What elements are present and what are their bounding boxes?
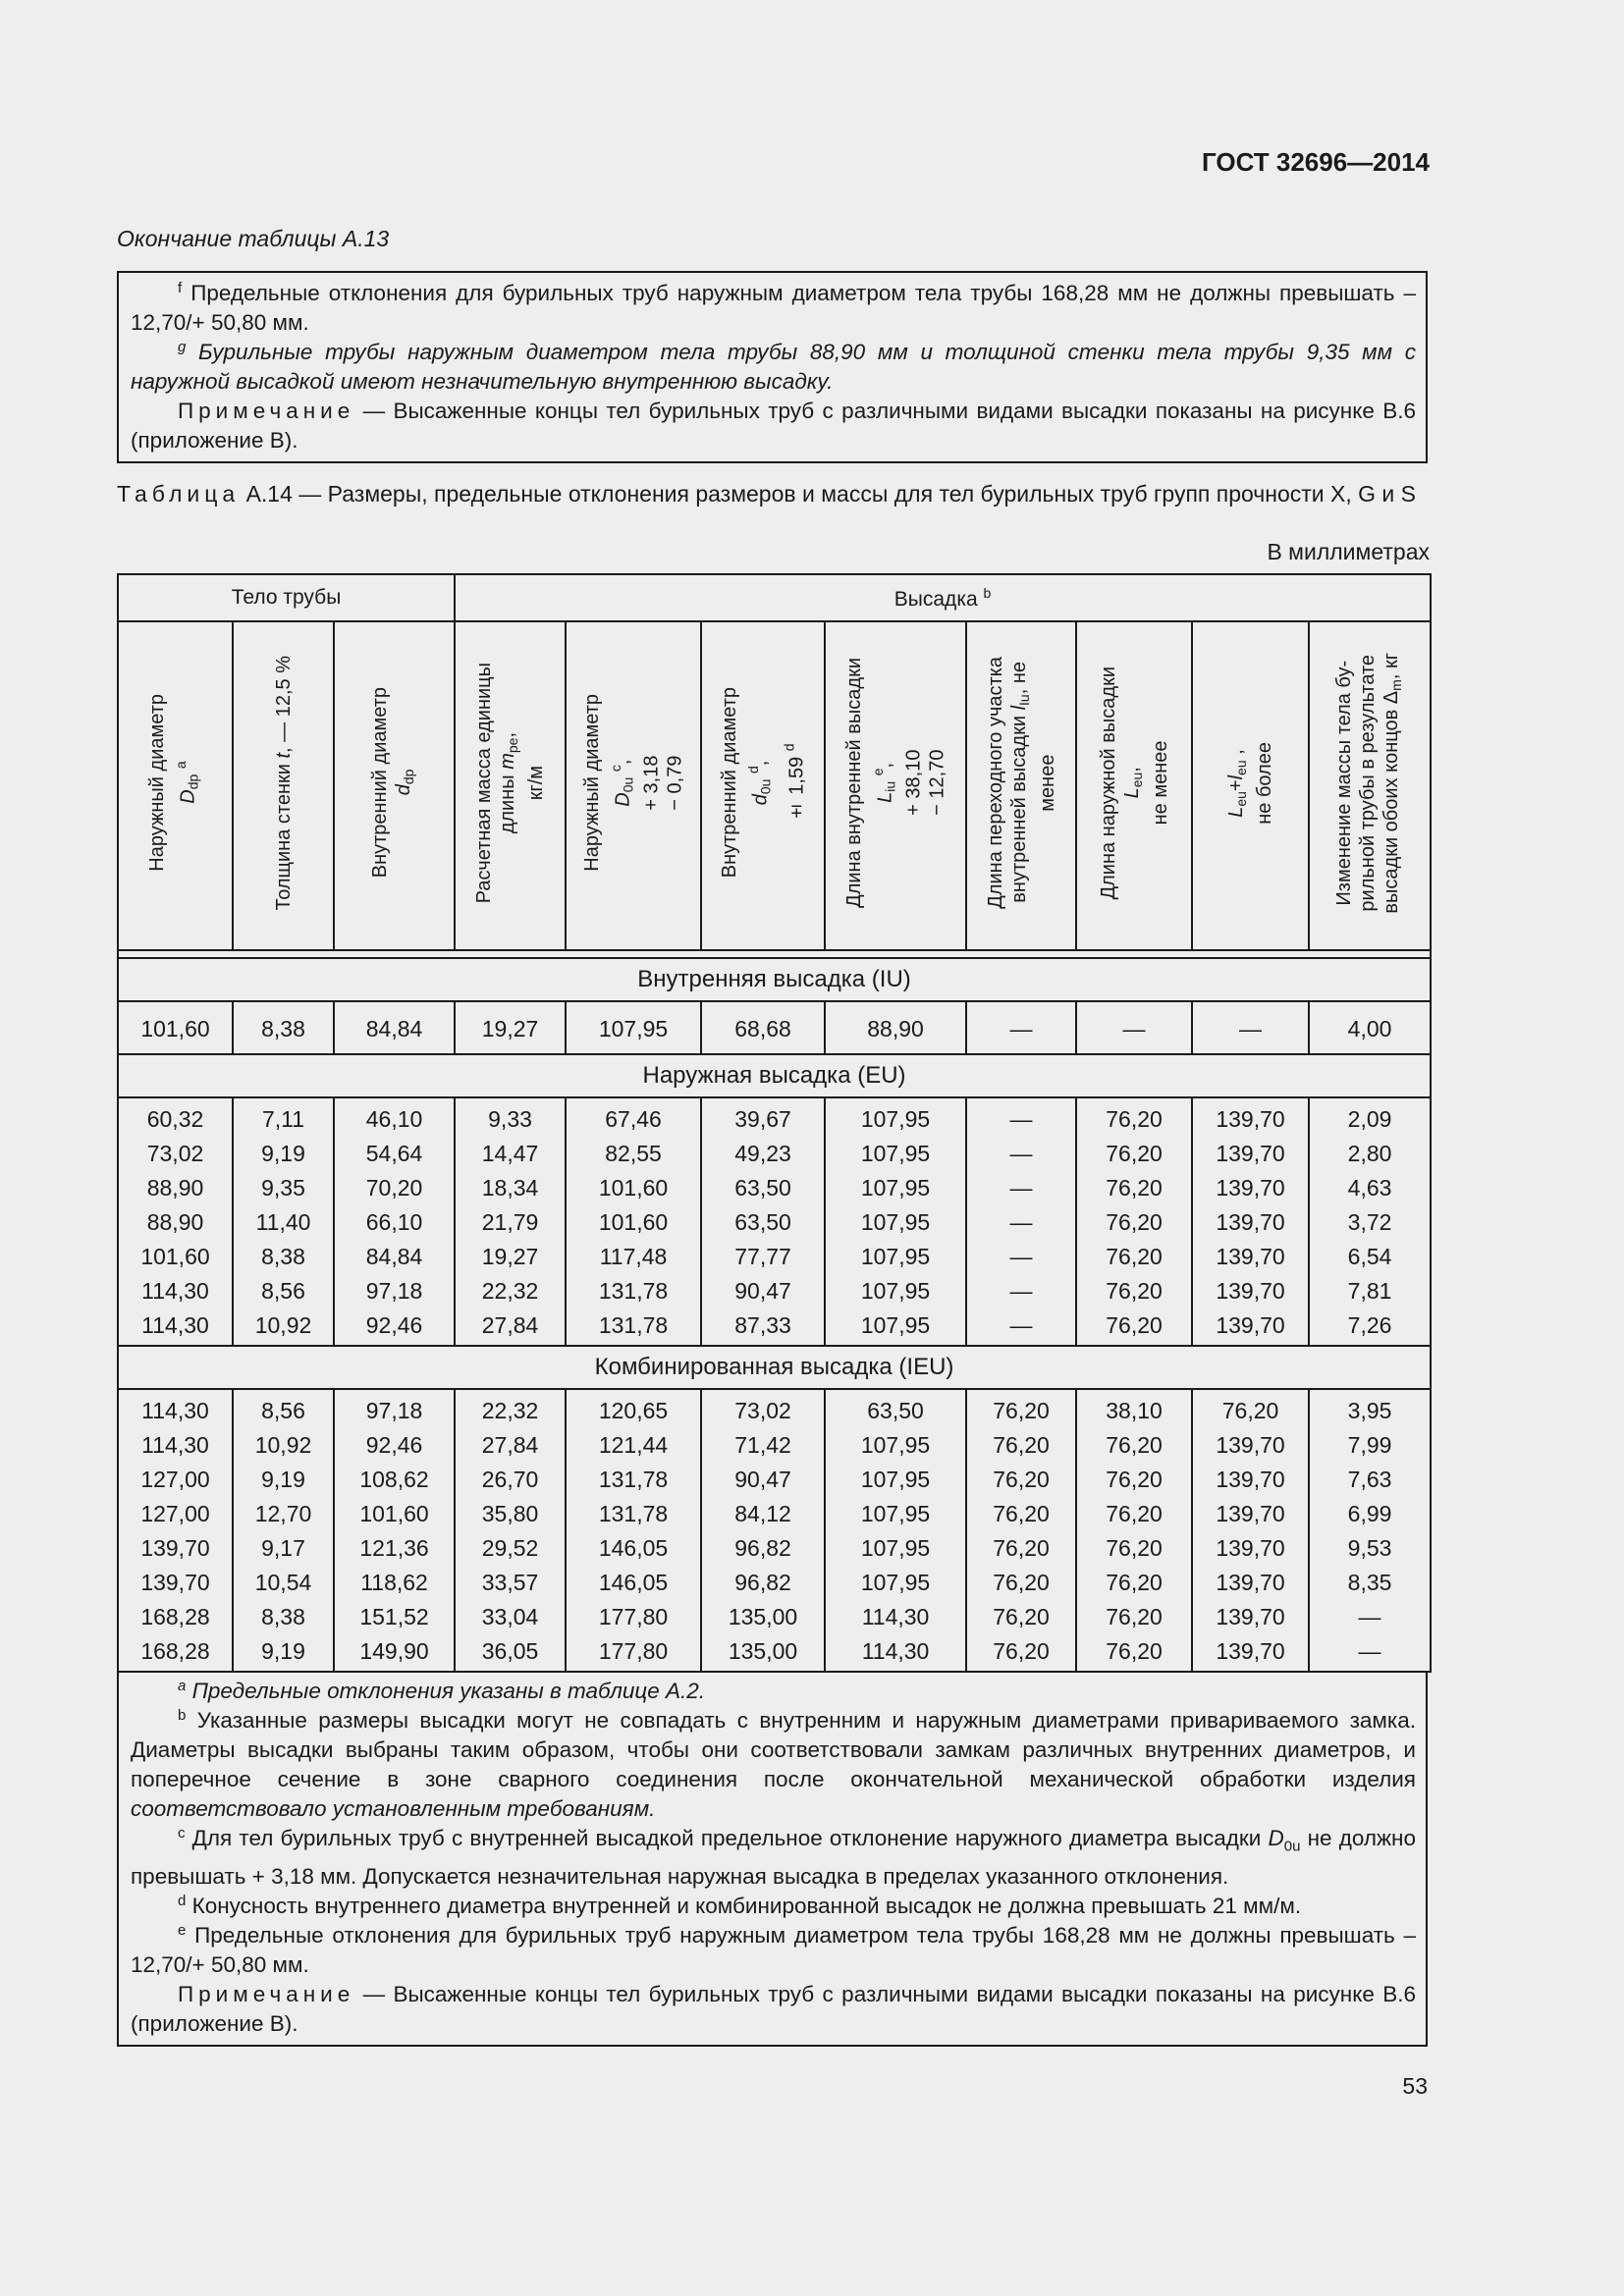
table-cell: 26,70 — [455, 1463, 566, 1497]
table-cell: 68,68 — [701, 1001, 825, 1054]
table-row — [118, 1240, 1431, 1274]
table-cell: 39,67 — [701, 1097, 825, 1137]
table-cell: 107,95 — [825, 1428, 966, 1463]
table-cell: 2,09 — [1309, 1097, 1431, 1137]
group-header-upset: Высадка $^b$ — [455, 574, 1431, 621]
table-cell: 76,20 — [1076, 1634, 1192, 1672]
table-cell: 107,95 — [825, 1097, 966, 1137]
table-cell: 76,20 — [1192, 1389, 1309, 1428]
table-cell: 3,72 — [1309, 1205, 1431, 1240]
table-cell: 76,20 — [1076, 1205, 1192, 1240]
table-cell: 146,05 — [566, 1566, 701, 1600]
col-header-inner-diameter: Внутренний диаметр $d_{dp}$ — [334, 621, 455, 950]
table-cell: 139,70 — [1192, 1171, 1309, 1205]
continuation-caption: Окончание таблицы А.13 — [117, 226, 390, 251]
page-number: 53 — [1402, 2073, 1428, 2099]
section-title: Наружная высадка (EU) — [118, 1054, 1431, 1097]
table-cell: 84,12 — [701, 1497, 825, 1531]
table-cell: 107,95 — [825, 1463, 966, 1497]
table-cell: 11,40 — [233, 1205, 334, 1240]
table-row — [118, 1389, 1431, 1428]
table-cell: 76,20 — [966, 1566, 1076, 1600]
table-cell: 10,54 — [233, 1566, 334, 1600]
footnote-d: $^d$ Конусность внутреннего диаметра внутренней и комбинированной высадок не должна превышать 21 мм/м. — [178, 1892, 1302, 1918]
table-cell: 76,20 — [1076, 1240, 1192, 1274]
table-row — [118, 1600, 1431, 1634]
footnotes-box — [117, 1671, 1428, 2047]
table-cell: 27,84 — [455, 1428, 566, 1463]
footnote-e: $^e$ Предельные отклонения для бурильных труб наружным диаметром тела трубы 168,28 мм не должны превышать – 12,70/+ 50,80 мм. — [131, 1921, 1416, 1977]
table-cell: 107,95 — [825, 1171, 966, 1205]
col-header-wall-thickness: Толщина стенки t, — 12,5 % — [233, 621, 334, 950]
table-cell: 101,60 — [118, 1001, 233, 1054]
table-cell: 63,50 — [825, 1389, 966, 1428]
table-cell: 139,70 — [1192, 1137, 1309, 1171]
table-cell: 101,60 — [334, 1497, 455, 1531]
table-cell: — — [966, 1097, 1076, 1137]
table-cell: 9,19 — [233, 1137, 334, 1171]
table-cell: — — [966, 1137, 1076, 1171]
footnote-g: $^g$ Бурильные трубы наружным диаметром тела трубы 88,90 мм и толщиной стенки тела трубы 9,35 мм с наружной высадкой имеют незначительную внутреннюю высадку. — [131, 339, 1416, 394]
table-cell: — — [966, 1001, 1076, 1054]
dimensions-table — [117, 573, 1432, 1673]
table-row — [118, 1274, 1431, 1308]
table-cell: 139,70 — [118, 1566, 233, 1600]
table-row — [118, 1634, 1431, 1672]
continuation-notes-box — [117, 271, 1428, 463]
table-cell: 2,80 — [1309, 1137, 1431, 1171]
table-cell: 139,70 — [1192, 1240, 1309, 1274]
table-cell: 88,90 — [118, 1171, 233, 1205]
table-cell: 8,38 — [233, 1600, 334, 1634]
section-title: Внутренняя высадка (IU) — [118, 958, 1431, 1001]
note-label: Примечание — [178, 399, 355, 423]
table-cell: 73,02 — [118, 1137, 233, 1171]
table-row — [118, 1097, 1431, 1137]
table-cell: 8,35 — [1309, 1566, 1431, 1600]
table-cell: 118,62 — [334, 1566, 455, 1600]
table-cell: — — [1076, 1001, 1192, 1054]
col-header-upset-outer-diameter: Наружный диаметр $D_{0u}$ $^c$, + 3,18 − 0,79 — [566, 621, 701, 950]
table-cell: — — [966, 1240, 1076, 1274]
table-cell: 76,20 — [1076, 1428, 1192, 1463]
footnote-a: $^a$ Предельные отклонения указаны в таблице А.2. — [178, 1678, 706, 1703]
table-cell: 177,80 — [566, 1600, 701, 1634]
table-cell: 84,84 — [334, 1240, 455, 1274]
table-cell: 131,78 — [566, 1308, 701, 1346]
table-cell: — — [1309, 1600, 1431, 1634]
footnote-f: $^f$ Предельные отклонения для бурильных труб наружным диаметром тела трубы 168,28 мм не должны превышать – 12,70/+ 50,80 мм. — [131, 280, 1416, 335]
table-cell: 22,32 — [455, 1274, 566, 1308]
table-cell: 63,50 — [701, 1171, 825, 1205]
table-cell: 107,95 — [825, 1274, 966, 1308]
table-cell: 67,46 — [566, 1097, 701, 1137]
table-cell: 139,70 — [1192, 1428, 1309, 1463]
table-cell: 107,95 — [825, 1137, 966, 1171]
table-cell: 114,30 — [118, 1428, 233, 1463]
table-row — [118, 1566, 1431, 1600]
table-cell: 88,90 — [825, 1001, 966, 1054]
table-cell: 107,95 — [825, 1308, 966, 1346]
table-cell: 33,04 — [455, 1600, 566, 1634]
table-cell: 88,90 — [118, 1205, 233, 1240]
table-row — [118, 1001, 1431, 1054]
table-cell: 76,20 — [1076, 1097, 1192, 1137]
table-cell: 135,00 — [701, 1600, 825, 1634]
table-cell: 10,92 — [233, 1428, 334, 1463]
table-cell: 76,20 — [966, 1428, 1076, 1463]
table-cell: 49,23 — [701, 1137, 825, 1171]
table-cell: 168,28 — [118, 1634, 233, 1672]
table-cell: 9,19 — [233, 1463, 334, 1497]
table-cell: 76,20 — [1076, 1274, 1192, 1308]
table-cell: 70,20 — [334, 1171, 455, 1205]
footnote-note: Примечание — Высаженные концы тел бурильных труб с различными видами высадки показаны на рисунке В.6 (приложение В). — [131, 1981, 1416, 2036]
table-cell: 76,20 — [966, 1463, 1076, 1497]
table-cell: 9,53 — [1309, 1531, 1431, 1566]
table-cell: 96,82 — [701, 1566, 825, 1600]
table-row — [118, 1171, 1431, 1205]
table-cell: 149,90 — [334, 1634, 455, 1672]
table-cell: 97,18 — [334, 1389, 455, 1428]
table-cell: 7,99 — [1309, 1428, 1431, 1463]
table-cell: 76,20 — [966, 1389, 1076, 1428]
table-cell: 9,17 — [233, 1531, 334, 1566]
table-cell: — — [966, 1171, 1076, 1205]
table-cell: 82,55 — [566, 1137, 701, 1171]
table-cell: 21,79 — [455, 1205, 566, 1240]
table-cell: 101,60 — [566, 1205, 701, 1240]
table-row — [118, 1463, 1431, 1497]
table-cell: 10,92 — [233, 1308, 334, 1346]
table-cell: 146,05 — [566, 1531, 701, 1566]
table-cell: 101,60 — [566, 1171, 701, 1205]
table-cell: 29,52 — [455, 1531, 566, 1566]
table-cell: 9,35 — [233, 1171, 334, 1205]
table-row — [118, 1205, 1431, 1240]
table-cell: 139,70 — [1192, 1205, 1309, 1240]
table-cell: — — [966, 1274, 1076, 1308]
table-cell: 60,32 — [118, 1097, 233, 1137]
table-cell: 107,95 — [825, 1566, 966, 1600]
table-cell: — — [966, 1205, 1076, 1240]
col-header-external-upset-length: Длина наружной высадки $L_{eu}$, не менее — [1076, 621, 1192, 950]
table-row — [118, 1497, 1431, 1531]
table-cell: 107,95 — [825, 1240, 966, 1274]
table-cell: 120,65 — [566, 1389, 701, 1428]
table-cell: 9,33 — [455, 1097, 566, 1137]
table-cell: 76,20 — [966, 1497, 1076, 1531]
table-cell: 18,34 — [455, 1171, 566, 1205]
table-cell: 38,10 — [1076, 1389, 1192, 1428]
table-cell: 131,78 — [566, 1497, 701, 1531]
table-row — [118, 1308, 1431, 1346]
table-cell: 33,57 — [455, 1566, 566, 1600]
col-header-internal-upset-length: Длина внутренней высадки $L_{iu}$ $^e$, + 38,10 − 12,70 — [825, 621, 966, 950]
col-header-upset-inner-diameter: Внутренний диаметр $d_{0u}$ $^d$, ± 1,59 $^d$ — [701, 621, 825, 950]
table-cell: 73,02 — [701, 1389, 825, 1428]
table-cell: 19,27 — [455, 1240, 566, 1274]
table-cell: 7,63 — [1309, 1463, 1431, 1497]
table-cell: 9,19 — [233, 1634, 334, 1672]
table-cell: 66,10 — [334, 1205, 455, 1240]
table-cell: 121,44 — [566, 1428, 701, 1463]
table-cell: 22,32 — [455, 1389, 566, 1428]
table-cell: 139,70 — [1192, 1600, 1309, 1634]
table-cell: — — [966, 1308, 1076, 1346]
table-cell: 3,95 — [1309, 1389, 1431, 1428]
col-header-transition-length: Длина переходного участка внутренней высадки $l_{Iu}$, не менее — [966, 621, 1076, 950]
table-cell: 131,78 — [566, 1274, 701, 1308]
column-headers — [118, 621, 1431, 950]
table-row — [118, 1531, 1431, 1566]
table-cell: — — [1192, 1001, 1309, 1054]
table-cell: 139,70 — [1192, 1497, 1309, 1531]
col-header-outer-diameter: Наружный диаметр $D_{dp}$ $^a$ — [118, 621, 233, 950]
table-cell: 14,47 — [455, 1137, 566, 1171]
table-cell: 8,38 — [233, 1001, 334, 1054]
table-cell: 4,63 — [1309, 1171, 1431, 1205]
table-cell: 63,50 — [701, 1205, 825, 1240]
footnote-b: $^b$ Указанные размеры высадки могут не совпадать с внутренним и наружным диаметрами привариваемого замка. Диаметры высадки выбраны таким образом, чтобы они соответствовали замкам различных внутренних диаметров, и поперечное сечение в зоне сварного соединения после окончательной механической обработки изделия соответствовало установленным требованиям. — [131, 1707, 1416, 1821]
table-cell: 139,70 — [1192, 1463, 1309, 1497]
table-cell: 135,00 — [701, 1634, 825, 1672]
table-cell: 117,48 — [566, 1240, 701, 1274]
table-cell: 76,20 — [1076, 1497, 1192, 1531]
table-cell: 127,00 — [118, 1463, 233, 1497]
table-cell: 96,82 — [701, 1531, 825, 1566]
table-cell: 76,20 — [1076, 1171, 1192, 1205]
document-code: ГОСТ 32696—2014 — [1202, 147, 1430, 177]
table-cell: 35,80 — [455, 1497, 566, 1531]
table-cell: 114,30 — [118, 1308, 233, 1346]
table-cell: 19,27 — [455, 1001, 566, 1054]
table-row — [118, 1137, 1431, 1171]
table-cell: 76,20 — [966, 1600, 1076, 1634]
table-cell: 97,18 — [334, 1274, 455, 1308]
table-row — [118, 1428, 1431, 1463]
table-cell: 27,84 — [455, 1308, 566, 1346]
table-cell: — — [1309, 1634, 1431, 1672]
table-cell: 87,33 — [701, 1308, 825, 1346]
table-cell: 7,11 — [233, 1097, 334, 1137]
table-cell: 139,70 — [1192, 1274, 1309, 1308]
table-cell: 6,99 — [1309, 1497, 1431, 1531]
table-cell: 139,70 — [1192, 1634, 1309, 1672]
table-cell: 76,20 — [1076, 1531, 1192, 1566]
table-units: В миллиметрах — [1267, 539, 1430, 564]
table-cell: 76,20 — [966, 1634, 1076, 1672]
table-cell: 54,64 — [334, 1137, 455, 1171]
table-cell: 76,20 — [1076, 1600, 1192, 1634]
table-cell: 139,70 — [118, 1531, 233, 1566]
col-header-mass: Расчетная масса единицы длины $m_{pe}$, кг/м — [455, 621, 566, 950]
table-cell: 90,47 — [701, 1274, 825, 1308]
table-cell: 76,20 — [1076, 1463, 1192, 1497]
table-cell: 76,20 — [1076, 1137, 1192, 1171]
table-cell: 92,46 — [334, 1308, 455, 1346]
table-cell: 127,00 — [118, 1497, 233, 1531]
table-cell: 107,95 — [566, 1001, 701, 1054]
table-cell: 76,20 — [1076, 1308, 1192, 1346]
section-title: Комбинированная высадка (IEU) — [118, 1346, 1431, 1389]
table-cell: 7,81 — [1309, 1274, 1431, 1308]
table-title: Таблица А.14 — Размеры, предельные отклонения размеров и массы для тел бурильных труб групп прочности X, G и S — [117, 481, 1417, 507]
col-header-mass-change: Изменение массы тела бу- рильной трубы в результате высадки обоих концов $\Delta_m$, кг — [1309, 621, 1431, 950]
table-cell: 84,84 — [334, 1001, 455, 1054]
note: Примечание — Высаженные концы тел бурильных труб с различными видами высадки показаны на рисунке В.6 (приложение В). — [131, 399, 1416, 453]
table-cell: 139,70 — [1192, 1531, 1309, 1566]
footnote-c: $^c$ Для тел бурильных труб с внутренней высадкой предельное отклонение наружного диаметра высадки $D_{0u}$ не должно превышать + 3,18 мм. Допускается незначительная наружная высадка в пределах указанного отклонения. — [131, 1825, 1416, 1889]
table-cell: 139,70 — [1192, 1566, 1309, 1600]
table-cell: 107,95 — [825, 1205, 966, 1240]
table-cell: 107,95 — [825, 1497, 966, 1531]
table-cell: 12,70 — [233, 1497, 334, 1531]
table-cell: 114,30 — [825, 1634, 966, 1672]
table-cell: 71,42 — [701, 1428, 825, 1463]
table-cell: 139,70 — [1192, 1097, 1309, 1137]
table-cell: 4,00 — [1309, 1001, 1431, 1054]
table-cell: 76,20 — [966, 1531, 1076, 1566]
table-cell: 36,05 — [455, 1634, 566, 1672]
table-cell: 8,56 — [233, 1274, 334, 1308]
table-cell: 114,30 — [118, 1389, 233, 1428]
table-cell: 139,70 — [1192, 1308, 1309, 1346]
table-cell: 108,62 — [334, 1463, 455, 1497]
table-cell: 6,54 — [1309, 1240, 1431, 1274]
table-cell: 114,30 — [825, 1600, 966, 1634]
table-cell: 168,28 — [118, 1600, 233, 1634]
table-cell: 8,38 — [233, 1240, 334, 1274]
table-cell: 131,78 — [566, 1463, 701, 1497]
table-cell: 92,46 — [334, 1428, 455, 1463]
table-cell: 77,77 — [701, 1240, 825, 1274]
table-cell: 8,56 — [233, 1389, 334, 1428]
table-cell: 151,52 — [334, 1600, 455, 1634]
table-cell: 114,30 — [118, 1274, 233, 1308]
table-cell: 90,47 — [701, 1463, 825, 1497]
table-cell: 76,20 — [1076, 1566, 1192, 1600]
table-cell: 121,36 — [334, 1531, 455, 1566]
table-cell: 177,80 — [566, 1634, 701, 1672]
table-cell: 101,60 — [118, 1240, 233, 1274]
table-cell: 107,95 — [825, 1531, 966, 1566]
group-header-body: Тело трубы — [118, 574, 455, 621]
col-header-leu-sum: $L_{eu}+l_{eu}$ , не более — [1192, 621, 1309, 950]
table-cell: 7,26 — [1309, 1308, 1431, 1346]
table-cell: 46,10 — [334, 1097, 455, 1137]
